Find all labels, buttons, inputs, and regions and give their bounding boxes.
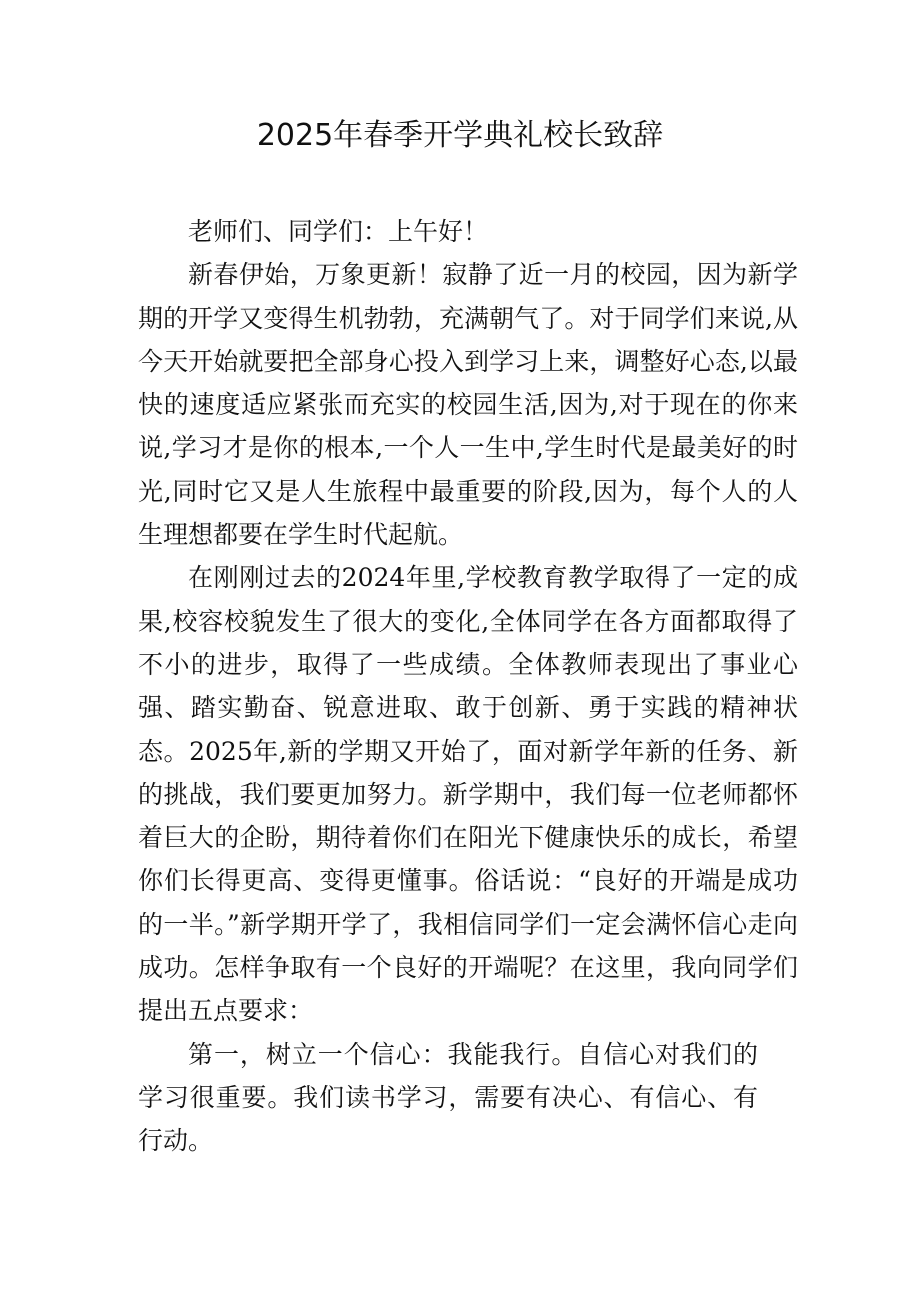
greeting-paragraph: 老师们、同学们：上午好！ [188, 217, 489, 246]
body-paragraph-3: 第一，树立一个信心：我能我行。自信心对我们的学习很重要。我们读书学习，需要有决心、有信心、有行动。 [138, 1039, 758, 1156]
document-title: 2025年春季开学典礼校长致辞 [256, 118, 664, 153]
body-paragraph-1: 新春伊始，万象更新！寂静了近一月的校园，因为新学期的开学又变得生机勃勃，充满朝气了。对于同学们来说,从今天开始就要把全部身心投入到学习上来，调整好心态,以最快的速度适应紧张而充实的校园生活,因为,对于现在的你来说,学习才是你的根本,一个人一生中,学生时代是最美好的时光,同时它又是人生旅程中最重要的阶段,因为，每个人的人生理想都要在学生时代起航。 [138, 260, 798, 550]
document-body [138, 210, 798, 1163]
body-paragraph-2: 在刚刚过去的2024年里,学校教育教学取得了一定的成果,校容校貌发生了很大的变化,全体同学在各方面都取得了不小的进步，取得了一些成绩。全体教师表现出了事业心强、踏实勤奋、锐意进取、敢于创新、勇于实践的精神状态。2025年,新的学期又开始了，面对新学年新的任务、新的挑战，我们要更加努力。新学期中，我们每一位老师都怀着巨大的企盼，期待着你们在阳光下健康快乐的成长，希望你们长得更高、变得更懂事。俗话说：“良好的开端是成功的一半。”新学期开学了，我相信同学们一定会满怀信心走向成功。怎样争取有一个良好的开端呢？在这里，我向同学们提出五点要求： [138, 563, 798, 1026]
